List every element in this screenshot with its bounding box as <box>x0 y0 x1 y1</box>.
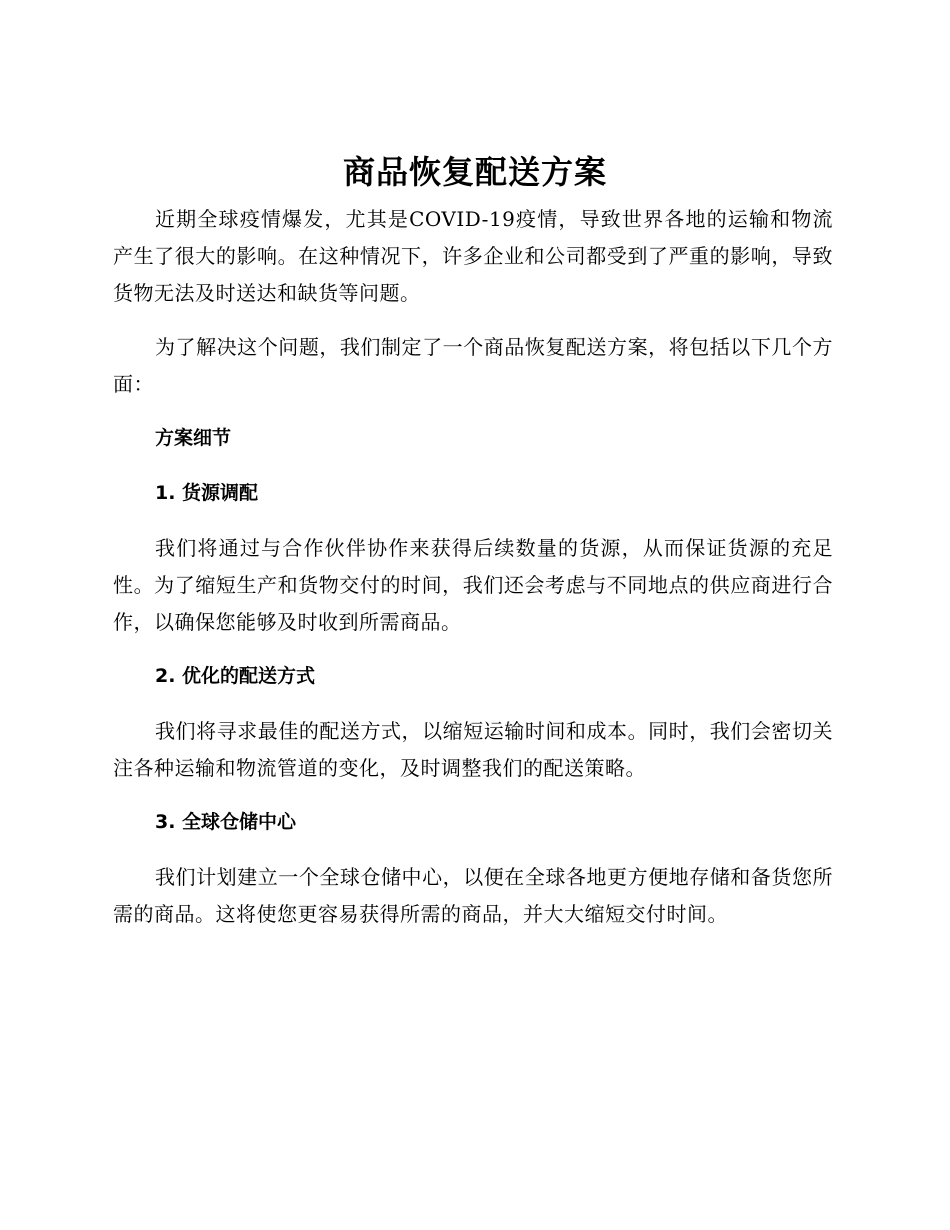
intro-paragraph-2: 为了解决这个问题，我们制定了一个商品恢复配送方案，将包括以下几个方面： <box>113 335 833 396</box>
section-text-supply: 我们将通过与合作伙伴协作来获得后续数量的货源，从而保证货源的充足性。为了缩短生产和货物交付的时间，我们还会考虑与不同地点的供应商进行合作，以确保您能够及时收到所需商品。 <box>113 536 833 634</box>
intro-paragraph-1: 近期全球疫情爆发，尤其是COVID-19疫情，导致世界各地的运输和物流产生了很大的影响。在这种情况下，许多企业和公司都受到了严重的影响，导致货物无法及时送达和缺货等问题。 <box>113 207 833 305</box>
section-text-warehouse: 我们计划建立一个全球仓储中心，以便在全球各地更方便地存储和备货您所需的商品。这将使您更容易获得所需的商品，并大大缩短交付时间。 <box>113 865 833 926</box>
section-text-delivery: 我们将寻求最佳的配送方式，以缩短运输时间和成本。同时，我们会密切关注各种运输和物流管道的变化，及时调整我们的配送策略。 <box>113 719 833 780</box>
details-heading: 方案细节 <box>155 427 232 449</box>
section-heading-warehouse: 3. 全球仓储中心 <box>155 811 297 833</box>
section-heading-supply: 1. 货源调配 <box>155 482 259 504</box>
document-body <box>113 201 833 950</box>
page-title: 商品恢复配送方案 <box>342 153 607 191</box>
section-heading-delivery: 2. 优化的配送方式 <box>155 665 316 687</box>
